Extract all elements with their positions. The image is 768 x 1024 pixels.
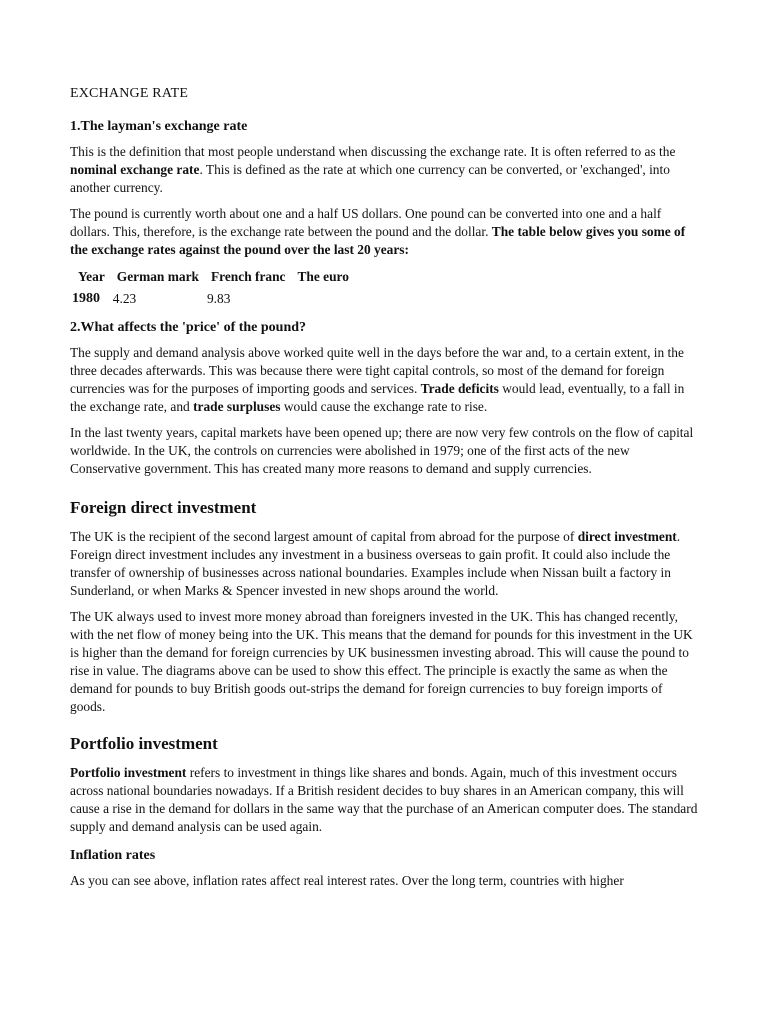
- column-header-euro: The euro: [297, 269, 349, 284]
- section-heading-laymans-rate: 1.The layman's exchange rate: [70, 119, 248, 134]
- paragraph-capital-markets: In the last twenty years, capital markets have been opened up; there are now very few controls on the flow of capital worldwide. In the UK, the controls on currencies were abolished in 1979; one of the first acts of the new Conservative government. This has created many more reasons to demand and supply currencies.: [70, 425, 694, 476]
- paragraph-inflation: As you can see above, inflation rates affect real interest rates. Over the long term, countries with higher: [70, 873, 624, 888]
- paragraph-fdi-flow: The UK always used to invest more money abroad than foreigners invested in the UK. This has changed recently, with the net flow of money being into the UK. This means that the demand for pounds for this investment in the UK is higher than the demand for foreign currencies by UK businessmen investing abroad. This will cause the pound to rise in value. The diagrams above can be used to show this effect. The principle is exactly the same as when the demand for pounds to buy British goods out-strips the demand for foreign currencies to buy foreign imports of goods.: [70, 609, 693, 714]
- column-header-german-mark: German mark: [116, 269, 199, 284]
- cell-german-mark: 4.23: [112, 291, 137, 306]
- bold-term-trade-deficits: Trade deficits: [420, 381, 499, 396]
- text-run: The UK is the recipient of the second largest amount of capital from abroad for the purpose of: [70, 529, 578, 544]
- bold-term-direct-investment: direct investment: [577, 529, 677, 544]
- paragraph-fdi-intro: [70, 528, 700, 600]
- text-run: . This is defined as the rate at which one currency can be converted, or 'exchanged', into another currency.: [70, 162, 670, 195]
- text-run: would cause the exchange rate to rise.: [280, 399, 488, 414]
- section-heading-foreign-direct-investment: Foreign direct investment: [70, 498, 257, 517]
- text-run: would lead, eventually, to a fall in the exchange rate, and: [70, 381, 685, 414]
- text-run: The pound is currently worth about one and a half US dollars. One pound can be converted into one and a half dollars. This, therefore, is the exchange rate between the pound and the dollar.: [70, 206, 662, 239]
- cell-year: 1980: [72, 291, 100, 306]
- bold-term-nominal-exchange-rate: nominal exchange rate: [70, 162, 200, 177]
- paragraph-pound-dollar: [70, 205, 700, 259]
- table-header-row: [70, 269, 353, 290]
- section-heading-portfolio-investment: Portfolio investment: [70, 734, 218, 753]
- section-heading-price-of-pound: 2.What affects the 'price' of the pound?: [70, 320, 307, 335]
- text-run: . Foreign direct investment includes any investment in a business overseas to gain profit. It could also include the transfer of ownership of businesses across national boundaries. Examples include when Nissan built a factory in Sunderland, or when Marks & Spencer invested in new shops around the world.: [70, 529, 681, 598]
- cell-euro: [289, 290, 352, 308]
- table-row: [70, 290, 353, 308]
- text-run: The supply and demand analysis above worked quite well in the days before the war and, to a certain extent, in the three decades afterwards. This was because there were tight capital controls, so most of the demand for foreign currencies was for the purposes of importing goods and services.: [70, 345, 684, 396]
- text-run: This is the definition that most people understand when discussing the exchange rate. It is often referred to as the: [70, 144, 676, 159]
- document-title: EXCHANGE RATE: [70, 86, 189, 101]
- paragraph-portfolio: [70, 764, 700, 836]
- column-header-year: Year: [78, 269, 105, 284]
- cell-french-franc: 9.83: [206, 291, 231, 306]
- paragraph-definition: [70, 143, 700, 197]
- paragraph-supply-demand: [70, 344, 700, 416]
- document-page: [70, 86, 700, 898]
- column-header-french-franc: French franc: [210, 269, 286, 284]
- exchange-rate-table: [70, 269, 353, 308]
- text-run: refers to investment in things like shares and bonds. Again, much of this investment occurs across national boundaries nowadays. If a British resident decides to buy shares in an American company, this will cause a rise in the demand for dollars in the same way that the purchase of an American computer does. The standard supply and demand analysis can be used again.: [70, 765, 698, 834]
- section-heading-inflation-rates: Inflation rates: [70, 848, 156, 863]
- bold-table-intro: The table below gives you some of the exchange rates against the pound over the last 20 years:: [70, 224, 686, 257]
- bold-term-portfolio-investment: Portfolio investment: [70, 765, 187, 780]
- bold-term-trade-surpluses: trade surpluses: [193, 399, 281, 414]
